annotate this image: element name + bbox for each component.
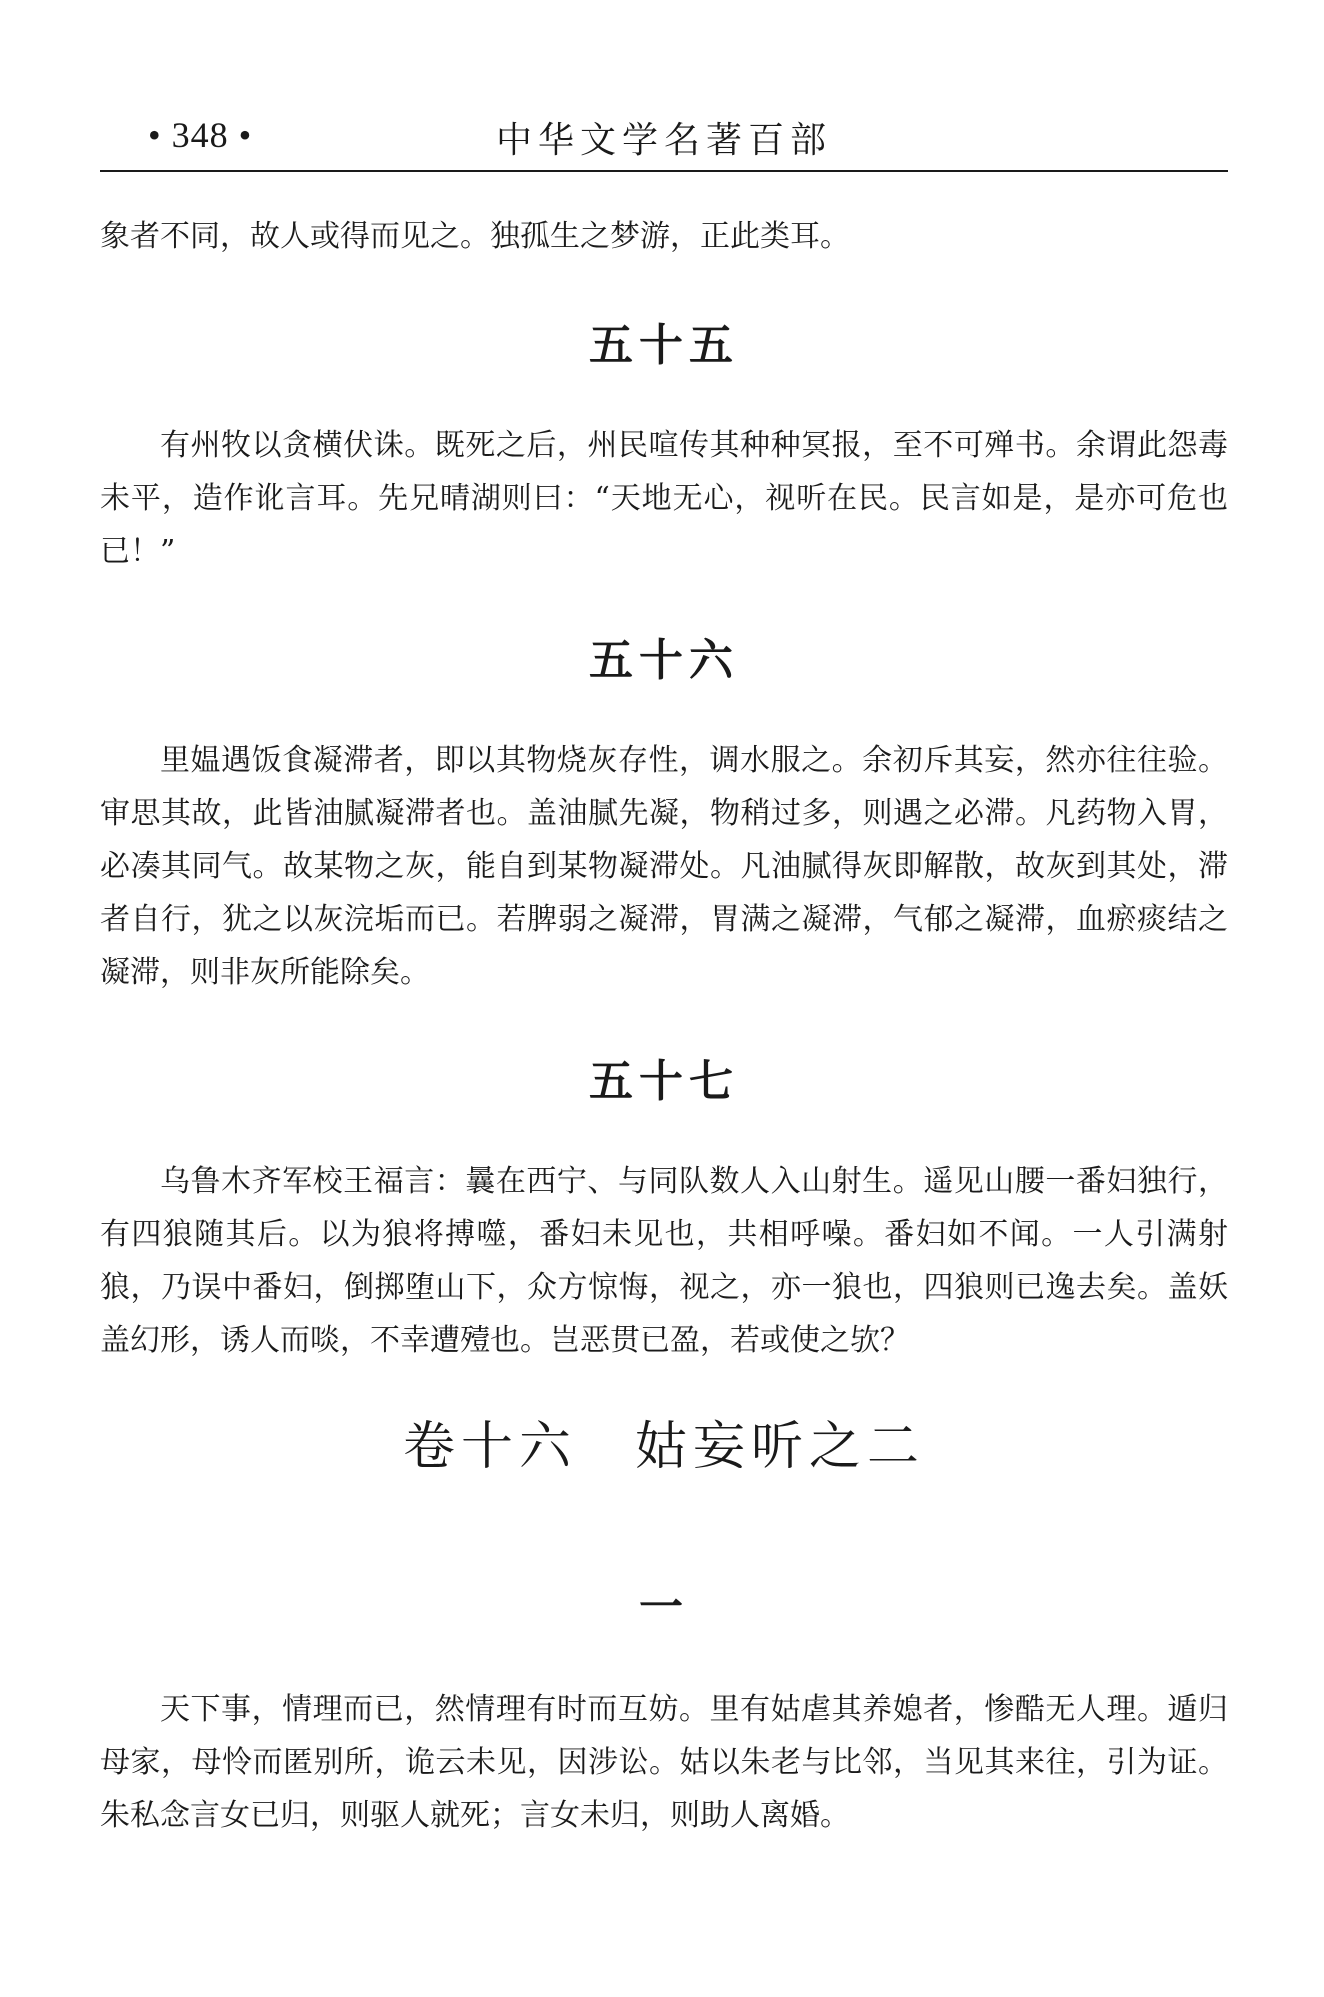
page-number: • 348 • bbox=[148, 115, 253, 155]
continuation-paragraph: 象者不同，故人或得而见之。独孤生之梦游，正此类耳。 bbox=[100, 219, 850, 254]
chapter-section-heading: 一 bbox=[639, 1582, 689, 1633]
section-paragraph-55: 有州牧以贪横伏诛。既死之后，州民喧传其种种冥报，至不可殚书。余谓此怨毒未平，造作讹言耳。先兄晴湖则曰：“天地无心，视听在民。民言如是，是亦可危也已！” bbox=[100, 428, 1228, 569]
chapter-section-paragraph: 天下事，情理而已，然情理有时而互妨。里有姑虐其养媳者，惨酷无人理。遁归母家，母怜而匿别所，诡云未见，因涉讼。姑以朱老与比邻，当见其来往，引为证。朱私念言女已归，则驱人就死；言女未归，则助人离婚。 bbox=[100, 1692, 1228, 1833]
page-body bbox=[100, 210, 1228, 1842]
header-rule bbox=[100, 170, 1228, 172]
section-paragraph-56: 里媪遇饭食凝滞者，即以其物烧灰存性，调水服之。余初斥其妄，然亦往往验。审思其故，此皆油腻凝滞者也。盖油腻先凝，物稍过多，则遇之必滞。凡药物入胃，必凑其同气。故某物之灰，能自到某物凝滞处。凡油腻得灰即解散，故灰到其处，滞者自行，犹之以灰浣垢而已。若脾弱之凝滞，胃满之凝滞，气郁之凝滞，血瘀痰结之凝滞，则非灰所能除矣。 bbox=[100, 743, 1228, 990]
page-header bbox=[100, 108, 1228, 172]
section-heading-56: 五十六 bbox=[589, 635, 739, 686]
section-heading-55: 五十五 bbox=[589, 320, 739, 371]
section-paragraph-57: 乌鲁木齐军校王福言：曩在西宁、与同队数人入山射生。遥见山腰一番妇独行，有四狼随其后。以为狼将搏噬，番妇未见也，共相呼噪。番妇如不闻。一人引满射狼，乃误中番妇，倒掷堕山下，众方惊悔，视之，亦一狼也，四狼则已逸去矣。盖妖盖幻形，诱人而啖，不幸遭殪也。岂恶贯已盈，若或使之欤？ bbox=[100, 1164, 1228, 1358]
chapter-title: 卷十六 姑妄听之二 bbox=[402, 1417, 925, 1477]
section-heading-57: 五十七 bbox=[589, 1056, 739, 1107]
book-title: 中华文学名著百部 bbox=[495, 120, 832, 161]
